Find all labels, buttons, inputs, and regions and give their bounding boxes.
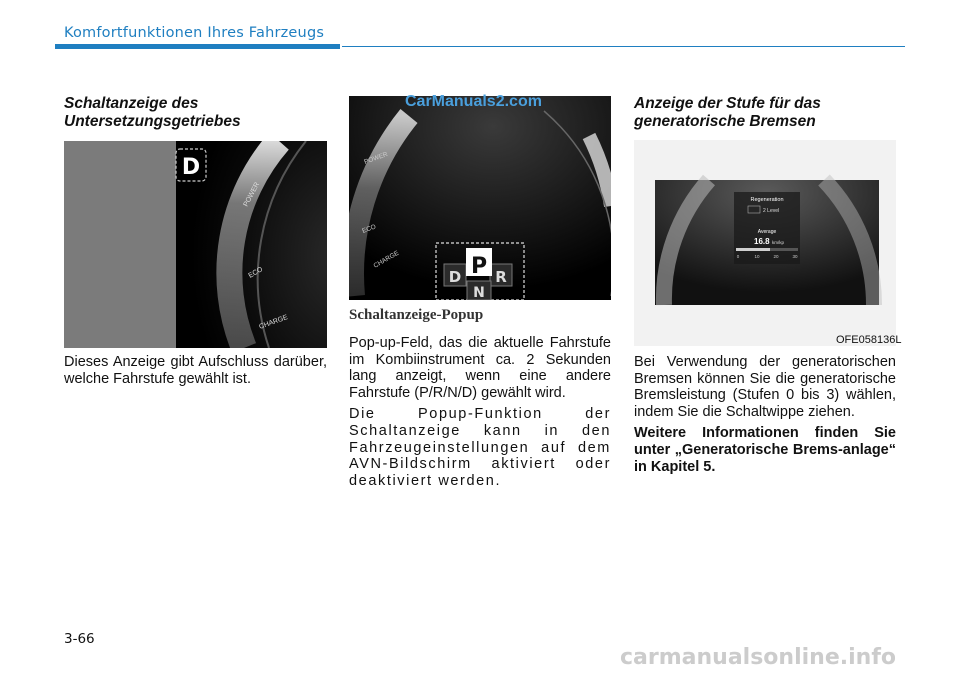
gear-letter-d: D [181,155,201,180]
scale-tick: 30 [792,254,798,259]
gear-d: D [448,268,462,286]
scale-tick: 10 [754,254,760,259]
gear-p: P [470,254,488,279]
cluster-image-gear-indicator [64,141,327,348]
paragraph-gear-indicator: Dieses Anzeige gibt Aufschluss darüber, welche Fahrstufe gewählt ist. [64,354,327,387]
cluster-image-shift-popup [349,96,611,300]
paragraphs-shift-popup: Pop-up-Feld, das die aktuelle Fahrstufe im Kombiinstrument ca. 2 Sekunden lang anzeigt, wenn eine andere Fahrstufe (P/R/N/D) gewählt wird. Die Popup-Funktion der Schaltanzeige kann in den Fahrzeugeinstellungen auf dem AVN-Bildschirm aktiviert oder deaktiviert werden. [349,335,611,489]
gauge-label-power: POWER [242,181,262,208]
scale-tick: 20 [773,254,779,259]
screen-average-unit: km/kp [772,240,785,245]
section-title-shift-popup: Schaltanzeige-Popup [349,307,484,323]
screen-average-label: Average [757,229,777,235]
scale-tick: 0 [736,254,740,259]
screen-level: 2 Level [763,208,780,214]
gauge-label-power-m: POWER [363,150,389,166]
gear-n: N [473,285,485,300]
gear-r: R [495,268,507,286]
chapter-title: Komfortfunktionen Ihres Fahrzeugs [64,25,325,41]
gauge-label-charge: CHARGE [258,314,289,331]
header-rule-thick [55,44,340,49]
image-code-regeneration: OFE058136L [836,334,902,346]
section-title-gear-indicator: Schaltanzeige des Untersetzungsgetriebes [64,95,241,130]
section-title-regen-level: Anzeige der Stufe für das generatorische Bremsen [634,95,821,130]
gauge-label-charge-m: CHARGE [372,249,401,270]
screen-heading: Regeneration [750,197,784,203]
gauge-label-eco-m: ECO [361,223,377,235]
cluster-image-regeneration [634,140,896,346]
watermark-carmanuals: CarManuals2.com [405,93,542,110]
gauge-label-eco: ECO [247,266,265,280]
paragraphs-regen-level: Bei Verwendung der generatorischen Bremsen können Sie die generatorische Bremsleistung (Stufen 0 bis 3) wählen, indem Sie die Schaltwippe ziehen. Weitere Informationen finden Sie unter „Generatorische Brems-anlage“ in Kapitel 5. [634,354,896,475]
page-number: 3-66 [64,631,95,647]
header-rule-thin [342,46,905,47]
footer-watermark: carmanualsonline.info [620,645,896,670]
screen-average-value: 16.8 [754,237,770,246]
